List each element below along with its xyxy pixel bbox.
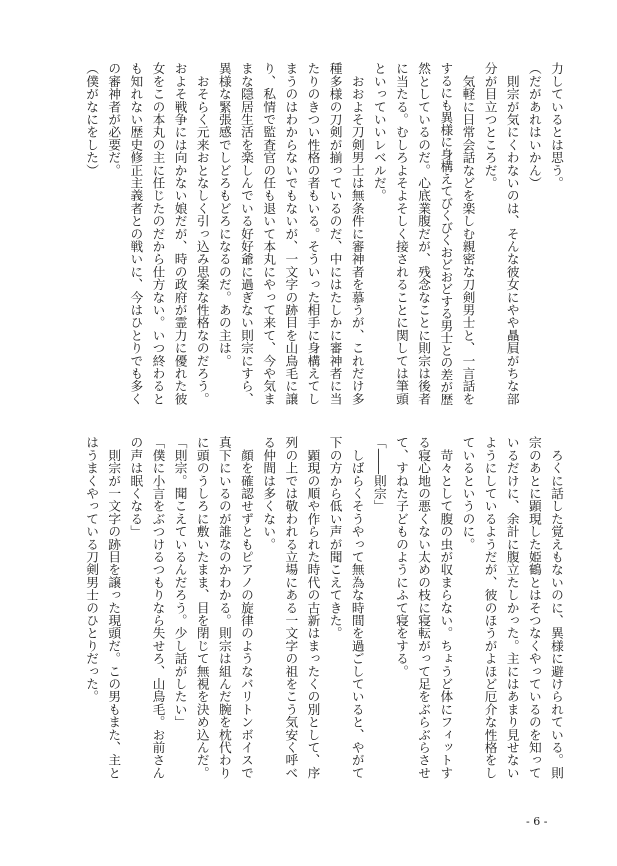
text-column: たりのきつい性格の者もいる。そういった相手に身構えてし — [305, 62, 321, 405]
text-column: に頭のうしろに敷いたまま、目を閉じて無視を決め込んだ。 — [194, 436, 210, 779]
text-column: 苛々として腹の虫が収まらない。ちょうど体にフィットす — [438, 436, 454, 779]
text-column: 顔を確認せずともピアノの旋律のようなバリトンボイスで — [239, 436, 255, 779]
text-column: ろくに話した覚えもないのに、異様に避けられている。則 — [549, 436, 564, 779]
text-column: て、すねた子どものようにふて寝をする。 — [394, 436, 410, 678]
text-column: まな隠居生活を楽しんでいる好好爺に過ぎない則宗にすら、 — [239, 62, 255, 405]
text-column: 然としているのだ。心底業腹だが、残念なことに則宗は後者 — [416, 62, 432, 405]
upper-text-block — [79, 62, 567, 408]
text-column: 顕現の順や作られた時代の古新はまったくの別として、序 — [305, 436, 321, 779]
text-column: ようにしているようだが、彼のほうがよほど厄介な性格をし — [482, 436, 498, 779]
text-column: の声は眠くなる」 — [128, 436, 144, 538]
text-column: 力しているとは思う。 — [549, 62, 564, 189]
text-column: る仲間は多くない。 — [261, 436, 277, 551]
text-column: 「僕に小言をぶつけるつもりなら失せろ、山鳥毛。お前さん — [150, 436, 166, 779]
text-column: 宗のあとに顕現した姫鶴とはそつなくやっているのを知って — [526, 436, 542, 779]
text-column: まうのはわからないでもないが、一文字の跡目を山鳥毛に譲 — [283, 62, 299, 405]
text-column: 種多様の刀剣が揃っているのだ、中にはたしかに審神者に当 — [327, 62, 343, 405]
text-column: の審神者が必要だ。 — [106, 62, 122, 177]
text-column: 則宗が一文字の跡目を譲った現頭だ。この男もまた、主と — [106, 436, 122, 779]
text-column: り、私情で監査官の任も退いて本丸にやって来て、今や気ま — [261, 62, 277, 405]
text-column: 女をこの本丸の主に任じたのだから仕方ない。いつ終わると — [150, 62, 166, 405]
text-column: 則宗が気にくわないのは、そんな彼女にやや贔屓がちな部 — [504, 62, 520, 405]
text-column: 異様な緊張感でしどろもどろになるのだ。あの主は。 — [216, 62, 232, 367]
text-column: 「――則宗」 — [371, 436, 387, 513]
lower-text-block — [79, 436, 567, 782]
text-column: およそ戦争には向かない娘だが、時の政府が霊力に優れた彼 — [172, 62, 188, 405]
text-column: 気軽に日常会話などを楽しむ親密な刀剣男士と、一言話を — [460, 62, 476, 405]
text-column: に当たる。むしろよそよそしく接されることに関しては筆頭 — [394, 62, 410, 405]
text-column: 下の方から低い声が聞こえてきた。 — [327, 436, 343, 640]
text-column: 「則宗。聞こえているんだろう。少し話がしたい」 — [172, 436, 188, 729]
text-column: おおよそ刀剣男士は無条件に審神者を慕うが、これだけ多 — [349, 62, 365, 405]
text-column: 分が目立つところだ。 — [482, 62, 498, 189]
text-column: （だがあれはいかん） — [526, 62, 542, 189]
text-column: はうまくやっている刀剣男士のひとりだった。 — [84, 436, 100, 703]
page-number: - 6 - — [526, 815, 548, 828]
text-column: しばらくそうやって無為な時間を過ごしていると、やがて — [349, 436, 365, 779]
text-column: するにも異様に身構えてびくびくおどおどする男士との差が歴 — [438, 62, 454, 405]
text-column: 真下にいるのが誰なのかわかる。則宗は組んだ腕を枕代わり — [216, 436, 232, 779]
text-column: る寝心地の悪くない太めの枝に寝転がって足をぶらぶらさせ — [416, 436, 432, 779]
text-column: といっていいレベルだ。 — [371, 62, 387, 202]
text-column: も知れない歴史修正主義者との戦いに、今はひとりでも多く — [128, 62, 144, 405]
text-column: おそらく元来おとなしく引っ込み思案な性格なのだろう。 — [194, 62, 210, 405]
text-column: （僕がなにをした） — [84, 62, 100, 177]
text-column: いるだけに、余計に腹立たしかった。主にはあまり見せない — [504, 436, 520, 779]
text-column: 列の上では敬われる立場にある一文字の祖をこう気安く呼べ — [283, 436, 299, 779]
text-column: ているというのに。 — [460, 436, 476, 551]
